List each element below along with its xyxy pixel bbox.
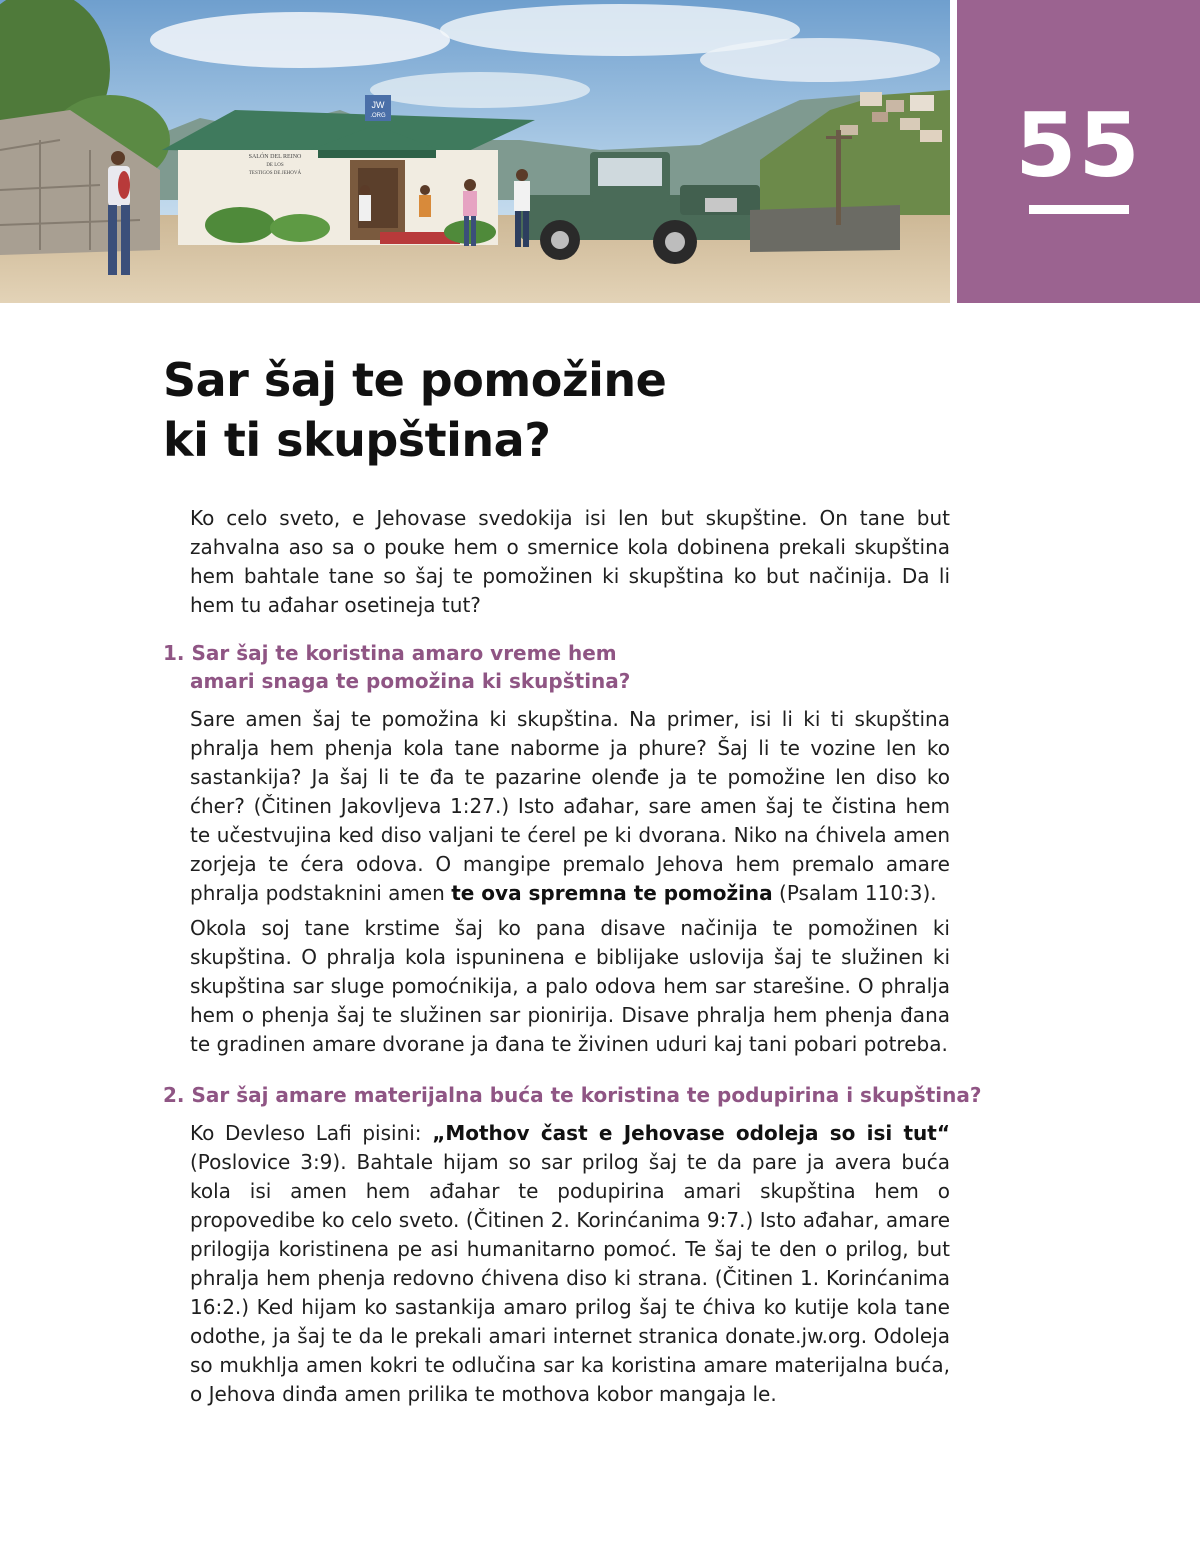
section-2-body — [190, 1119, 950, 1415]
lesson-number: 55 — [1015, 94, 1142, 197]
org-sign-text: .ORG — [370, 113, 386, 119]
question-2-number: 2. — [163, 1083, 185, 1107]
lesson-number-underline — [1029, 205, 1129, 214]
question-1-text-line2: amari snaga te pomožina ki skupština? — [190, 669, 631, 693]
section-1-p1-emphasis: te ova spremna te pomožina — [451, 881, 773, 905]
section-2-p1-text: Ko Devleso Lafi pisini: — [190, 1121, 422, 1145]
question-2-heading — [163, 1081, 982, 1109]
section-1-p1-text: Sare amen šaj te pomožina ki skupština. Na primer, isi li ki ti skupština phralja hem phenja kola tane naborme ja phure? Šaj li te vozine len ko sastankija? Ja šaj li te đa te pazarine olenđe ja te pomožine len diso ko ćher? (Čitinen Jakovljeva 1:27.) Isto ađahar, sare amen šaj te čistina hem te učestvujina ked diso valjani te ćerel pe ki dvorana. Niko na ćhivela amen zorjeja te ćera odova. O mangipe premalo Jehova hem premalo amare phralja podstaknini amen — [190, 707, 950, 905]
question-2-line1 — [163, 1081, 982, 1109]
jw-sign-text: JW — [371, 100, 385, 110]
question-1-number: 1. — [163, 641, 185, 665]
section-2-paragraph-1 — [190, 1119, 950, 1409]
question-1-heading — [163, 639, 963, 695]
section-2-p1-rest: (Poslovice 3:9). Bahtale hijam so sar prilog šaj te da pare ja avera buća kola isi amen hem ađahar te podupirina amari skupština hem o propovedibe ko celo sveto. (Čitinen 2. Korinćanima 9:7.) Isto ađahar, amare prilogija koristinena pe asi humanitarno pomoć. Te šaj te den o prilog, but phralja hem phenja redovno ćhivena diso ki strana. (Čitinen 1. Korinćanima 16:2.) Ked hijam ko sastankija amaro prilog šaj te ćhiva ko kutije kola tane odothe, ja šaj te da le prekali amari internet stranica donate.jw.org. Odoleja so mukhlja amen kokri te odlučina sar ka koristina amare materijalna buća, o Jehova dinđa amen prilika te mothova kobor mangaja le. — [190, 1150, 950, 1406]
section-1-paragraph-1 — [190, 705, 950, 908]
section-1-paragraph-2: Okola soj tane krstime šaj ko pana disave načinija te pomožinen ki skupština. O phralja kola ispuninena e biblijake uslovija šaj te služinen ki skupština sar sluge pomoćnikija, a palo odova hem sar starešine. O phralja hem o phenja šaj te služinen sar pionirija. Disave phralja hem phenja đana te gradinen amare dvorane ja đana te živinen uduri kaj tani pobari potreba. — [190, 916, 950, 1056]
lesson-number-block — [957, 0, 1200, 303]
question-1-text-line1: Sar šaj te koristina amaro vreme hem — [191, 641, 617, 665]
section-2-p1-quote: „Mothov čast e Jehovase odoleja so isi tut“ — [432, 1121, 951, 1145]
section-1-body — [190, 705, 950, 1065]
hall-sign-line3: TESTIGOS DE JEHOVÁ — [248, 171, 302, 176]
intro-paragraph: Ko celo sveto, e Jehovase svedokija isi len but skupštine. On tane but zahvalna aso sa o pouke hem o smernice kola dobinena prekali skupština hem bahtale tane so šaj te pomožinen ki skupština ko but načinija. Da li hem tu ađahar osetineja tut? — [190, 506, 950, 617]
section-1-p1-reference: (Psalam 110:3). — [779, 881, 937, 905]
page-title-line2: ki ti skupština? — [163, 413, 551, 467]
hall-sign-line2: DE LOS — [266, 163, 284, 168]
page-title-line1: Sar šaj te pomožine — [163, 353, 667, 407]
intro-paragraph-block — [190, 504, 950, 626]
hall-sign-line1: SALÓN DEL REINO — [248, 154, 302, 160]
question-1-line1 — [163, 639, 963, 667]
question-2-text: Sar šaj amare materijalna buća te koristina te podupirina i skupština? — [191, 1083, 982, 1107]
hero-illustration — [0, 0, 950, 303]
page-title — [163, 350, 943, 470]
